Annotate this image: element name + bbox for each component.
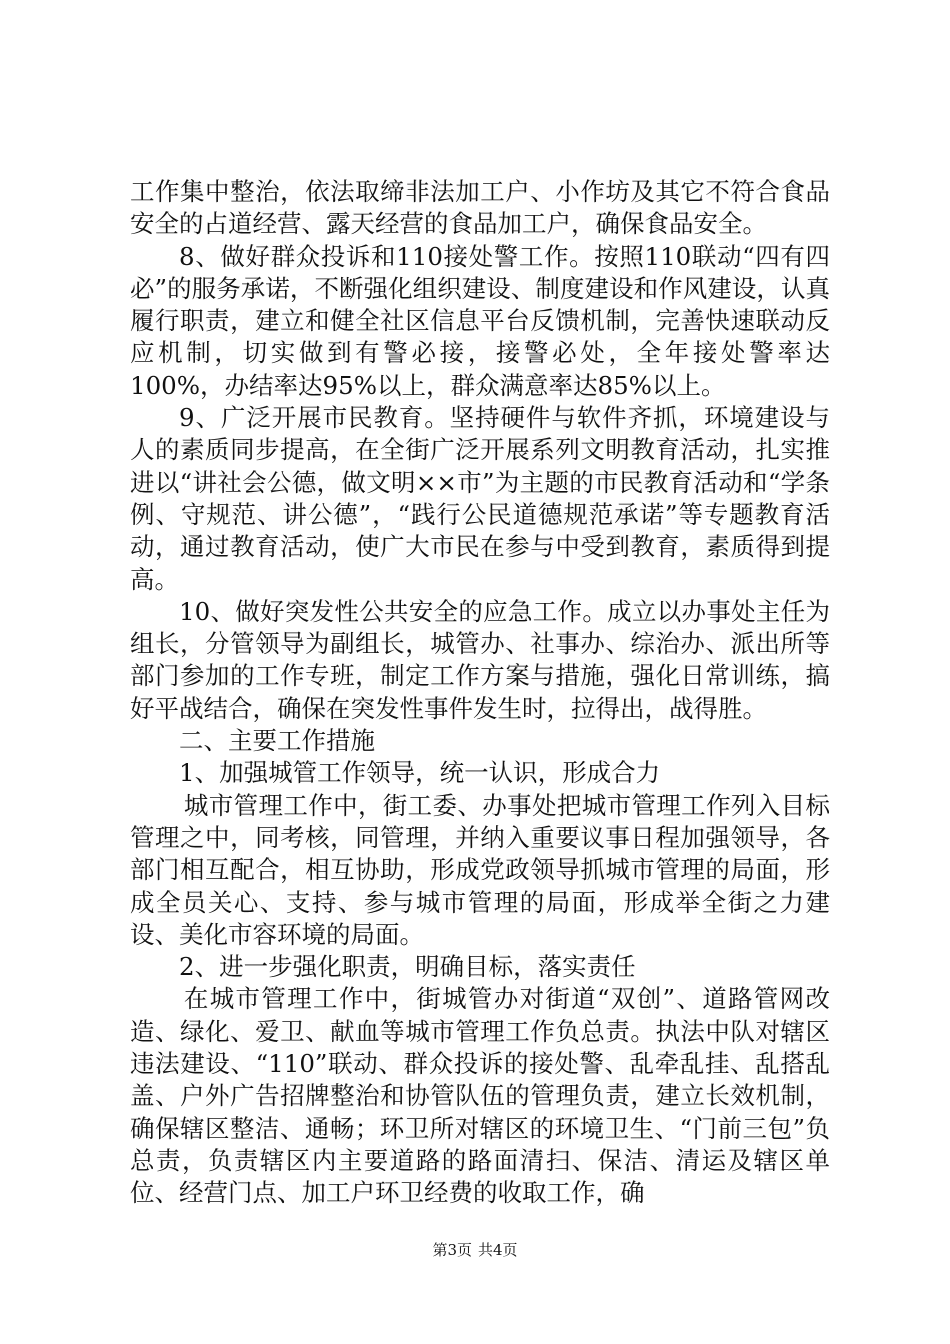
section-heading-measures: 二、主要工作措施: [179, 726, 375, 756]
paragraph-measure-2: 在城市管理工作中，街城管办对街道“双创”、道路管网改造、绿化、爱卫、献血等城市管理工作负总责。执法中队对辖区违法建设、“110”联动、群众投诉的接处警、乱牵乱挂、乱搭乱盖、户外广告招牌整治和协管队伍的管理负责，建立长效机制，确保辖区整洁、通畅；环卫所对辖区的环境卫生、“门前三包”负总责，负责辖区内主要道路的路面清扫、保洁、清运及辖区单位、经营门点、加工户环卫经费的收取工作，确: [130, 984, 830, 1208]
paragraph-item-9: 9、广泛开展市民教育。坚持硬件与软件齐抓，环境建设与人的素质同步提高，在全街广泛开展系列文明教育活动，扎实推进以“讲社会公德，做文明××市”为主题的市民教育活动和“学条例、守规范、讲公德”，“践行公民道德规范承诺”等专题教育活动，通过教育活动，使广大市民在参与中受到教育，素质得到提高。: [130, 403, 830, 594]
page-number: 第3页: [432, 1241, 472, 1259]
paragraph-measure-1: 城市管理工作中，街工委、办事处把城市管理工作列入目标管理之中，同考核，同管理，并纳入重要议事日程加强领导，各部门相互配合，相互协助，形成党政领导抓城市管理的局面，形成全员关心、支持、参与城市管理的局面，形成举全街之力建设、美化市容环境的局面。: [130, 790, 830, 949]
paragraph-continuation: 工作集中整治，依法取缔非法加工户、小作坊及其它不符合食品安全的占道经营、露天经营的食品加工户，确保食品安全。: [130, 177, 830, 239]
subheading-1: 1、加强城管工作领导，统一认识，形成合力: [179, 758, 661, 788]
paragraph-item-8: 8、做好群众投诉和110接处警工作。按照110联动“四有四必”的服务承诺，不断强化组织建设、制度建设和作风建设，认真履行职责，建立和健全社区信息平台反馈机制，完善快速联动反应机制，切实做到有警必接，接警必处，全年接处警率达100%，办结率达95%以上，群众满意率达85%以上。: [130, 241, 830, 400]
page-footer: [0, 1240, 950, 1260]
page-total: 共4页: [478, 1241, 518, 1259]
document-body: [130, 176, 830, 1210]
paragraph-item-10: 10、做好突发性公共安全的应急工作。成立以办事处主任为组长，分管领导为副组长，城管办、社事办、综治办、派出所等部门参加的工作专班，制定工作方案与措施，强化日常训练，搞好平战结合，确保在突发性事件发生时，拉得出，战得胜。: [130, 596, 830, 723]
subheading-2: 2、进一步强化职责，明确目标，落实责任: [179, 952, 636, 982]
